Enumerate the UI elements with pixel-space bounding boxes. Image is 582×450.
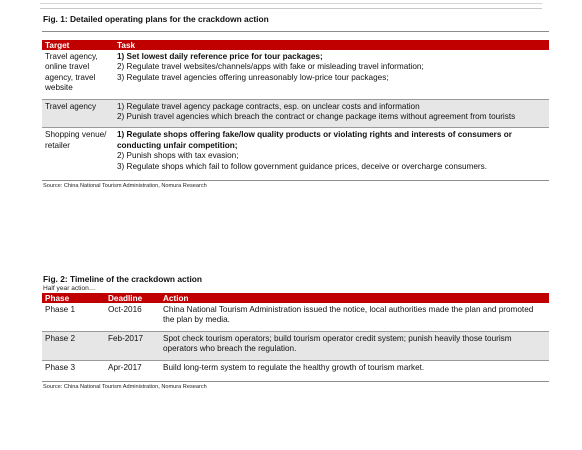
task-line: 3) Regulate shops which fail to follow government guidance prices, deceive or overcharge consumers. [117, 161, 487, 171]
task-line: 1) Regulate travel agency package contracts, esp. on unclear costs and information [117, 101, 420, 111]
task-line: 1) Set lowest daily reference price for tour packages; [117, 52, 323, 61]
figure-2-source-rule [42, 381, 549, 382]
figure-2-subtitle: Half year action… [43, 285, 96, 292]
page-top-rule-secondary [40, 8, 542, 9]
table-row [42, 331, 549, 360]
page-top-rule [40, 3, 542, 4]
action-cell: China National Tourism Administration issued the notice, local authorities made the plan and promoted the plan by media. [163, 305, 534, 325]
task-line: 2) Regulate travel websites/channels/apps with fake or misleading travel information; [117, 62, 424, 72]
operating-plans-table [42, 40, 549, 177]
action-cell: Spot check tourism operators; build tourism operator credit system; punish heavily those tourism operators who breach the regulation. [160, 331, 549, 360]
deadline-cell: Feb-2017 [105, 331, 160, 360]
timeline-table [42, 293, 549, 378]
figure-1-title: Fig. 1: Detailed operating plans for the crackdown action [43, 14, 269, 24]
action-cell: Build long-term system to regulate the healthy growth of tourism market. [160, 360, 549, 378]
task-cell [114, 99, 549, 128]
task-cell [114, 50, 549, 99]
table-row [42, 128, 549, 177]
figure-1-source-rule [42, 180, 549, 181]
target-cell: Shopping venue/ retailer [42, 128, 114, 177]
phase-cell: Phase 2 [42, 331, 105, 360]
figure-2-source: Source: China National Tourism Administration, Nomura Research [43, 384, 207, 391]
column-header-task: Task [114, 40, 549, 50]
figure-2 [42, 274, 549, 391]
task-line: 2) Punish shops with tax evasion; [117, 151, 239, 161]
table-row [42, 303, 549, 331]
figure-2-title: Fig. 2: Timeline of the crackdown action [43, 274, 202, 284]
deadline-cell: Apr-2017 [105, 360, 160, 378]
column-header-phase: Phase [42, 293, 105, 303]
task-cell [114, 128, 549, 177]
table-row [42, 50, 549, 99]
phase-cell: Phase 1 [45, 305, 76, 314]
task-line: 3) Regulate travel agencies offering unreasonably low-price tour packages; [117, 72, 389, 82]
column-header-deadline: Deadline [105, 293, 160, 303]
table-header-row [42, 40, 549, 50]
figure-1-title-rule [42, 31, 549, 32]
column-header-target: Target [42, 40, 114, 50]
phase-cell: Phase 3 [42, 360, 105, 378]
task-line: 2) Punish travel agencies which breach the contract or change package items without agreement from tourists [117, 112, 516, 122]
task-line: 1) Regulate shops offering fake/low quality products or violating rights and interests of consumers or conducting unfair competition; [117, 130, 512, 150]
target-cell: Travel agency, online travel agency, travel website [45, 52, 98, 93]
table-header-row [42, 293, 549, 303]
table-row [42, 99, 549, 128]
table-row [42, 360, 549, 378]
figure-1-source: Source: China National Tourism Administration, Nomura Research [43, 183, 207, 190]
figure-1 [42, 14, 549, 190]
deadline-cell: Oct-2016 [108, 305, 142, 314]
target-cell: Travel agency [42, 99, 114, 128]
column-header-action: Action [160, 293, 549, 303]
